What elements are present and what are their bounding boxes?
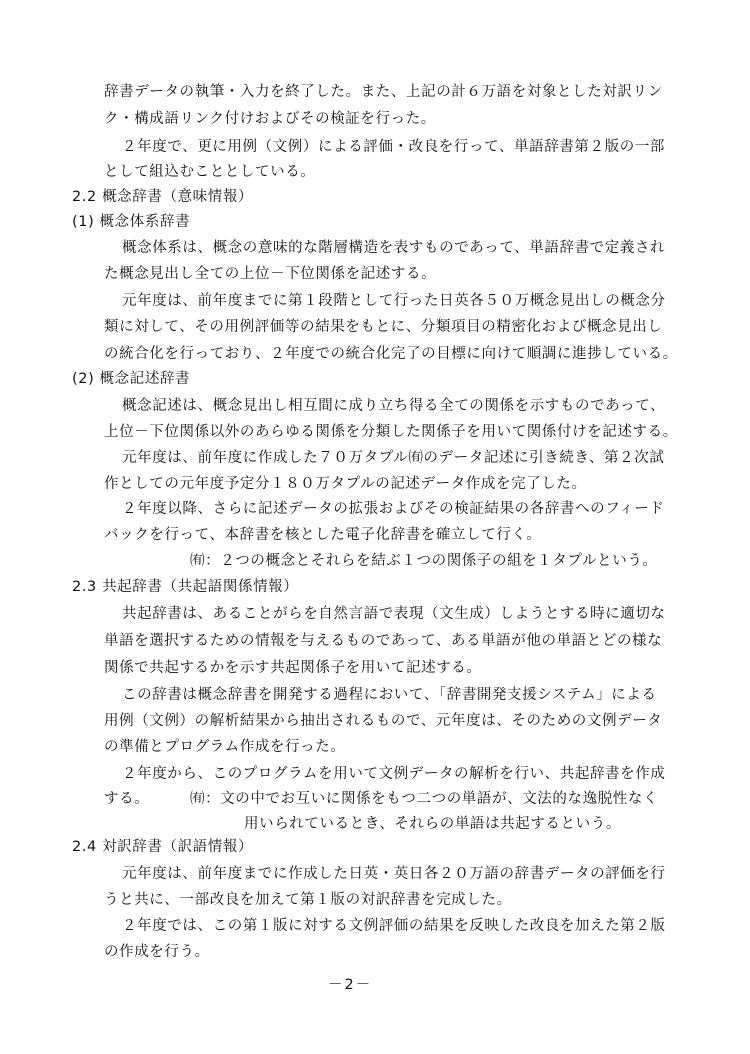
intro-line-2: ク・構成語リンク付けおよびその検証を行った。: [104, 111, 436, 127]
section-2-4-p2-line-1: ２年度では、この第１版に対する文例評価の結果を反映した改良を加えた第２版: [122, 918, 666, 934]
section-2-4-p1-line-1: 元年度は、前年度までに作成した日英・英日各２０万語の辞書データの評価を行: [122, 866, 666, 882]
section-2-2-1-heading: (1) 概念体系辞書: [72, 214, 191, 230]
section-2-2-1-p2-line-1: 元年度は、前年度までに第１段階として行った日英各５０万概念見出しの概念分: [122, 293, 666, 309]
section-2-2-heading: 2.2 概念辞書（意味情報）: [72, 189, 254, 205]
intro-line-3: ２年度で、更に用例（文例）による評価・改良を行って、単語辞書第２版の一部: [122, 139, 666, 155]
section-2-3-p3-line-1: ２年度から、このプログラムを用いて文例データの解析を行い、共起辞書を作成: [122, 766, 666, 782]
page-number: －2－: [328, 977, 373, 993]
section-2-2-2-p2-line-2: 作としての元年度予定分１８０万タプルの記述データ作成を完了した。: [104, 476, 587, 492]
section-2-2-2-note: ㈲：２つの概念とそれらを結ぶ１つの関係子の組を１タプルという。: [190, 553, 658, 569]
section-2-2-1-p2-line-3: の統合化を行っており、２年度での統合化完了の目標に向けて順調に進捗している。: [104, 346, 678, 362]
section-2-2-2-heading: (2) 概念記述辞書: [72, 371, 191, 387]
section-2-4-p1-line-2: うと共に、一部改良を加えて第１版の対訳辞書を完成した。: [104, 892, 512, 908]
section-2-3-note-line-1: ㈲：文の中でお互いに関係をもつ二つの単語が、文法的な逸脱性なく: [190, 791, 659, 807]
section-2-2-1-p2-line-2: 類に対して、その用例評価等の結果をもとに、分類項目の精密化および概念見出し: [104, 319, 663, 335]
section-2-3-p2-line-3: の準備とプログラム作成を行った。: [104, 739, 346, 755]
intro-line-4: として組込むこととしている。: [104, 164, 316, 180]
section-2-2-2-p3-line-1: ２年度以降、さらに記述データの拡張およびその検証結果の各辞書へのフィード: [122, 501, 665, 517]
section-2-2-2-p1-line-1: 概念記述は、概念見出し相互間に成り立ち得る全ての関係を示すものであって、: [122, 398, 666, 414]
intro-line-1: 辞書データの執筆・入力を終了した。また、上記の計６万語を対象とした対訳リン: [104, 84, 663, 100]
section-2-3-p1-line-2: 単語を選択するための情報を与えるものであって、ある単語が他の単語とどの様な: [104, 633, 663, 649]
section-2-3-p2-line-2: 用例（文例）の解析結果から抽出されるもので、元年度は、そのための文例データ: [104, 713, 663, 729]
section-2-3-note-line-2: 用いられているとき、それらの単語は共起するという。: [244, 816, 621, 832]
section-2-4-heading: 2.4 対訳辞書（訳語情報）: [72, 839, 254, 855]
section-2-3-p2-line-1: この辞書は概念辞書を開発する過程において、「辞書開発支援システム」による: [122, 687, 657, 703]
section-2-3-p1-line-1: 共起辞書は、あることがらを自然言語で表現（文生成）しようとする時に適切な: [122, 606, 666, 622]
section-2-2-1-p1-line-1: 概念体系は、概念の意味的な階層構造を表すものであって、単語辞書で定義され: [122, 240, 666, 256]
section-2-2-1-p1-line-2: た概念見出し全ての上位－下位関係を記述する。: [104, 266, 437, 282]
section-2-3-p1-line-3: 関係で共起するかを示す共起関係子を用いて記述する。: [104, 660, 482, 676]
section-2-2-2-p2-line-1: 元年度は、前年度に作成した７０万タプル㈲のデータ記述に引き続き、第２次試: [122, 450, 665, 466]
section-2-3-p3-line-2: する。: [104, 791, 150, 807]
section-2-4-p2-line-2: の作成を行う。: [104, 944, 210, 960]
section-2-3-heading: 2.3 共起辞書（共起語関係情報）: [72, 579, 299, 595]
section-2-2-2-p1-line-2: 上位－下位関係以外のあらゆる関係を分類した関係子を用いて関係付けを記述する。: [104, 424, 678, 440]
section-2-2-2-p3-line-2: バックを行って、本辞書を核とした電子化辞書を確立して行く。: [104, 527, 542, 543]
